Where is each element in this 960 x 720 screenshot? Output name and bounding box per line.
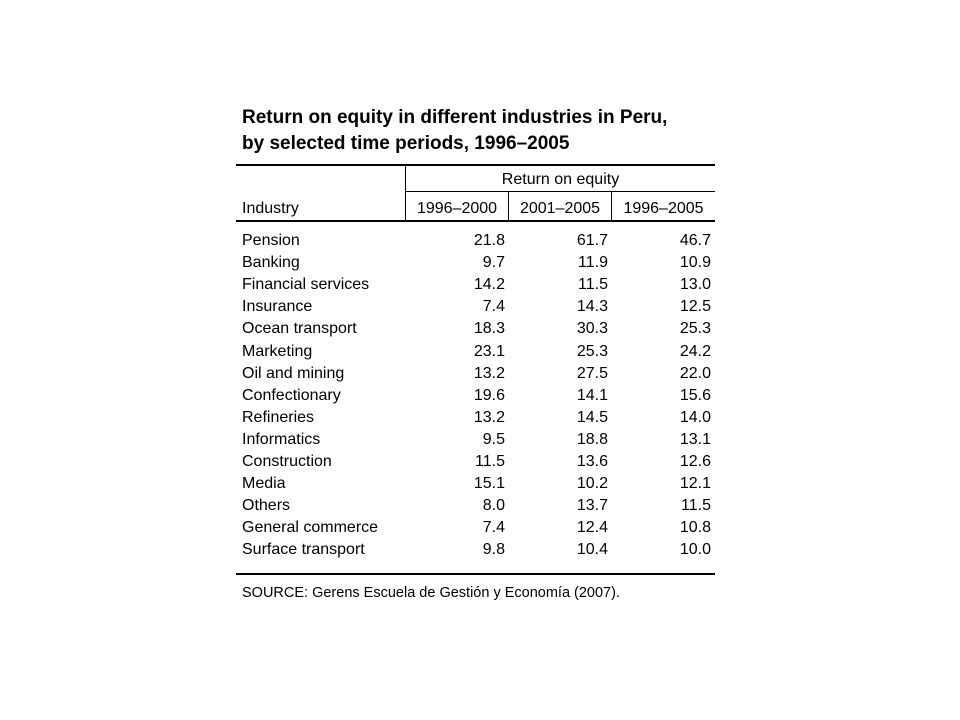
table-cell: 27.5: [576, 364, 608, 382]
table-cell: 15.1: [473, 475, 505, 493]
table-cell: 14.3: [576, 298, 608, 316]
table-cell: 10.4: [576, 541, 608, 559]
row-label: Pension: [242, 232, 300, 249]
table-cell: 12.4: [576, 519, 608, 537]
row-label: Oil and mining: [242, 364, 345, 382]
table-cell: 21.8: [473, 232, 505, 249]
table-cell: 10.9: [679, 254, 711, 272]
table-cell: 9.5: [482, 430, 505, 448]
row-label: Insurance: [242, 298, 313, 316]
table-cell: 11.5: [681, 497, 711, 515]
group-rule: [406, 191, 715, 192]
table-cell: 25.3: [576, 342, 608, 360]
row-label: Surface transport: [242, 541, 365, 559]
row-label: Refineries: [242, 408, 315, 426]
table-cell: 13.2: [473, 408, 505, 426]
table-cell: 23.1: [473, 342, 505, 360]
table-cell: 30.3: [576, 320, 608, 338]
row-label: Construction: [242, 453, 332, 470]
table-cell: 12.1: [679, 475, 711, 493]
title-line-2: by selected time periods, 1996–2005: [242, 133, 570, 154]
source-note: SOURCE: Gerens Escuela de Gestión y Economía (2007).: [242, 585, 620, 601]
table-title: [236, 105, 716, 157]
table-cell: 11.5: [475, 453, 505, 470]
bottom-rule: [236, 573, 715, 575]
table-cell: 13.0: [679, 276, 711, 294]
title-line-1: Return on equity in different industries in Peru,: [242, 107, 668, 128]
table-cell: 13.6: [576, 453, 608, 470]
row-label: Media: [242, 475, 286, 493]
row-header: Industry: [242, 200, 299, 217]
table-cell: 18.8: [576, 430, 608, 448]
table-cell: 9.8: [482, 541, 505, 559]
table-cell: 12.5: [679, 298, 711, 316]
row-label: Confectionary: [242, 386, 341, 404]
row-label: Marketing: [242, 342, 313, 360]
table-cell: 10.2: [576, 475, 608, 493]
table-cell: 8.0: [482, 497, 505, 515]
table-cell: 24.2: [679, 342, 711, 360]
table-cell: 9.7: [482, 254, 505, 272]
row-label: Others: [242, 497, 291, 515]
table-cell: 11.5: [578, 276, 608, 294]
table-cell: 14.2: [473, 276, 505, 294]
column-header-2: 2001–2005: [519, 200, 601, 217]
table-cell: 14.5: [576, 408, 608, 426]
table-cell: 7.4: [482, 298, 505, 316]
table-cell: 18.3: [473, 320, 505, 338]
table-cell: 12.6: [679, 453, 711, 470]
table-cell: 25.3: [679, 320, 711, 338]
table-cell: 46.7: [679, 232, 711, 249]
table-cell: 14.0: [679, 408, 711, 426]
table-cell: 7.4: [482, 519, 505, 537]
row-label: Financial services: [242, 276, 370, 294]
group-header: Return on equity: [501, 171, 620, 188]
table-cell: 14.1: [576, 386, 608, 404]
top-rule: [236, 164, 715, 166]
header-rule: [236, 220, 715, 222]
column-header-1: 1996–2000: [416, 200, 498, 217]
table-cell: 13.2: [473, 364, 505, 382]
table-cell: 61.7: [576, 232, 608, 249]
table-cell: 15.6: [679, 386, 711, 404]
row-label: Informatics: [242, 430, 321, 448]
row-label: General commerce: [242, 519, 379, 537]
table-cell: 22.0: [679, 364, 711, 382]
table-cell: 13.7: [576, 497, 608, 515]
table-figure: [236, 105, 716, 601]
table-cell: 10.0: [679, 541, 711, 559]
table-cell: 10.8: [679, 519, 711, 537]
table-cell: 11.9: [578, 254, 608, 272]
row-label: Banking: [242, 254, 300, 272]
column-header-3: 1996–2005: [623, 200, 704, 217]
table-cell: 13.1: [679, 430, 711, 448]
table-cell: 19.6: [473, 386, 505, 404]
row-label: Ocean transport: [242, 320, 357, 338]
